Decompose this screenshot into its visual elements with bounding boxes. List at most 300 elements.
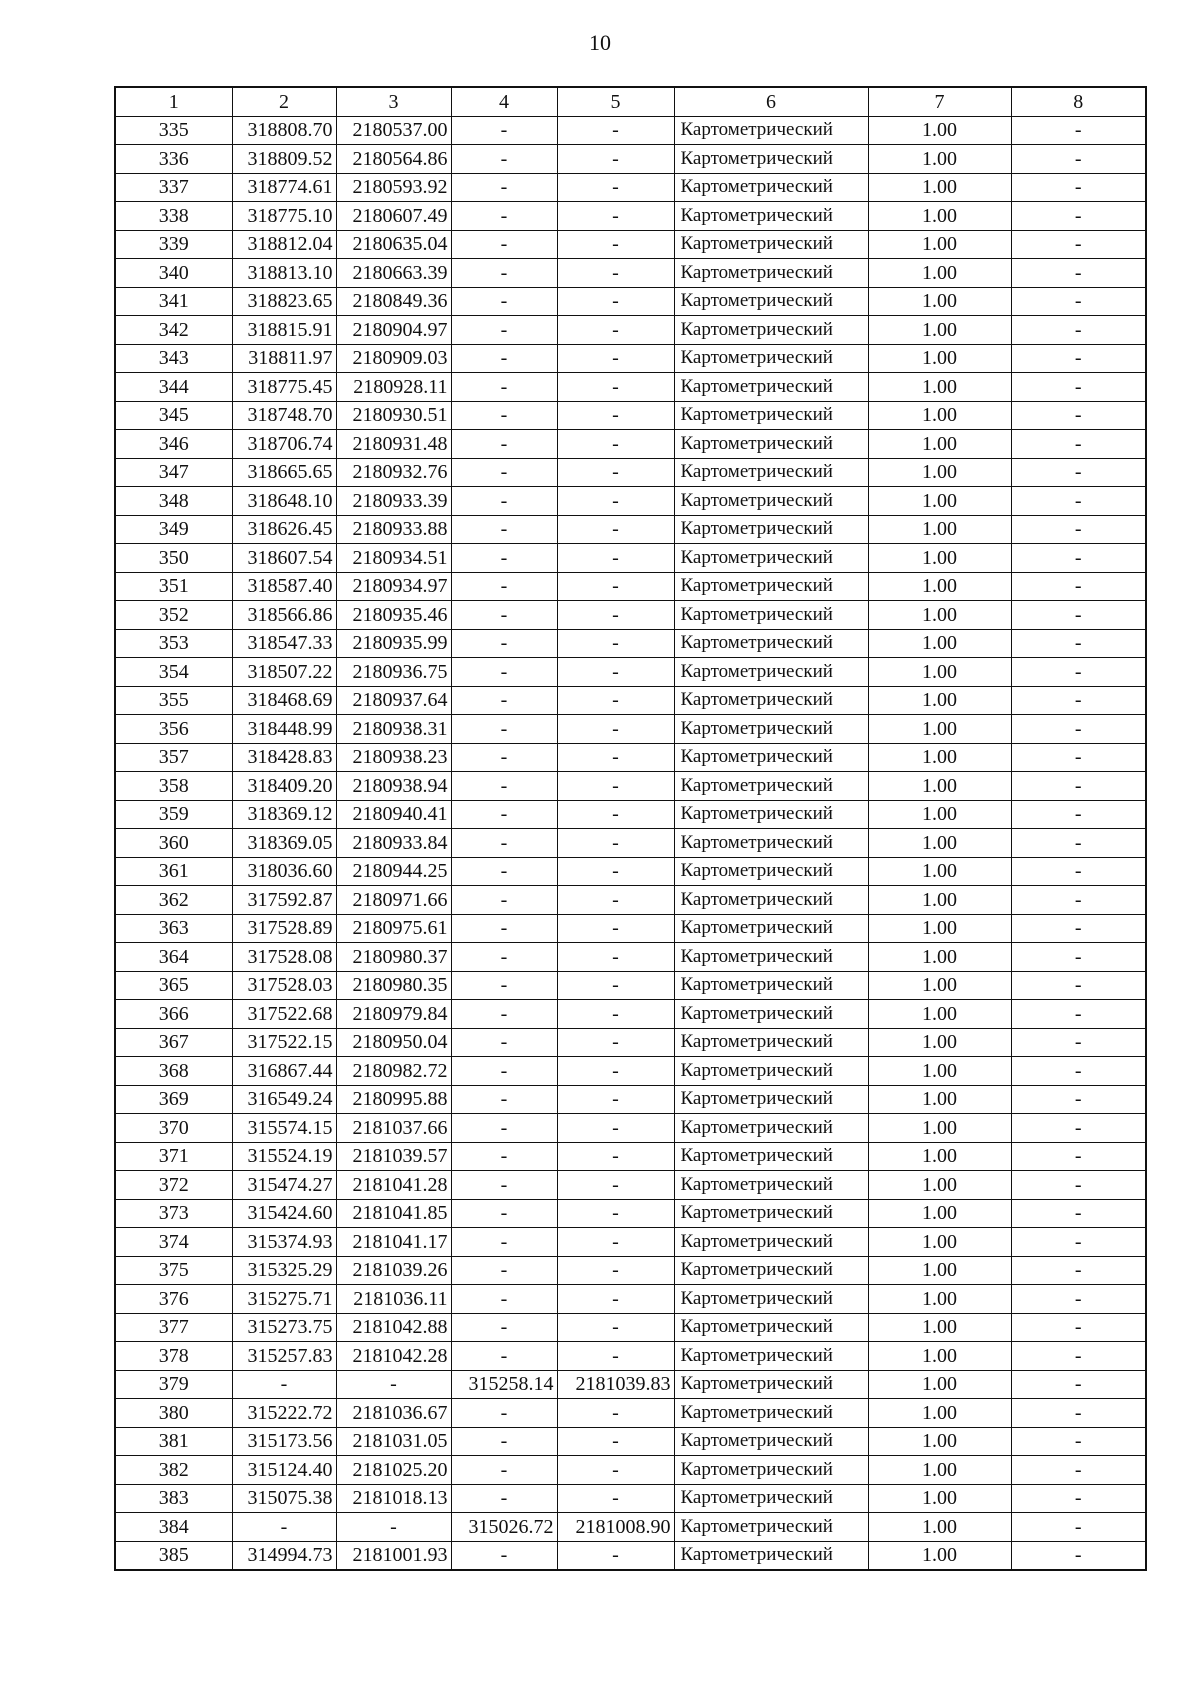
table-row xyxy=(115,601,1146,630)
table-row xyxy=(115,1399,1146,1428)
refined-x-cell: - xyxy=(451,458,557,487)
point-number-cell: 354 xyxy=(115,658,232,687)
existing-y-cell: 2181039.26 xyxy=(336,1256,451,1285)
refined-y-cell: - xyxy=(557,886,674,915)
method-cell: Картометрический xyxy=(674,943,868,972)
point-number-cell: 372 xyxy=(115,1171,232,1200)
point-number-cell: 373 xyxy=(115,1199,232,1228)
accuracy-cell: 1.00 xyxy=(868,857,1011,886)
existing-x-cell: 316549.24 xyxy=(232,1085,336,1114)
accuracy-cell: 1.00 xyxy=(868,1028,1011,1057)
accuracy-cell: 1.00 xyxy=(868,743,1011,772)
refined-y-cell: - xyxy=(557,145,674,174)
existing-y-cell: 2180849.36 xyxy=(336,287,451,316)
table-row xyxy=(115,857,1146,886)
point-number-cell: 335 xyxy=(115,116,232,145)
refined-x-cell: - xyxy=(451,772,557,801)
existing-y-cell: 2180932.76 xyxy=(336,458,451,487)
existing-y-cell: 2180537.00 xyxy=(336,116,451,145)
existing-x-cell: 317528.08 xyxy=(232,943,336,972)
refined-y-cell: - xyxy=(557,601,674,630)
description-cell: - xyxy=(1011,857,1146,886)
refined-y-cell: - xyxy=(557,458,674,487)
refined-x-cell: - xyxy=(451,1228,557,1257)
existing-x-cell: 315524.19 xyxy=(232,1142,336,1171)
column-header: 1 xyxy=(115,87,232,116)
table-row xyxy=(115,1427,1146,1456)
refined-x-cell: - xyxy=(451,1313,557,1342)
point-number-cell: 336 xyxy=(115,145,232,174)
point-number-cell: 344 xyxy=(115,373,232,402)
refined-y-cell: - xyxy=(557,430,674,459)
refined-y-cell: 2181008.90 xyxy=(557,1513,674,1542)
accuracy-cell: 1.00 xyxy=(868,401,1011,430)
method-cell: Картометрический xyxy=(674,971,868,1000)
table-row xyxy=(115,430,1146,459)
existing-y-cell: 2180938.94 xyxy=(336,772,451,801)
refined-x-cell: - xyxy=(451,287,557,316)
refined-x-cell: - xyxy=(451,1171,557,1200)
method-cell: Картометрический xyxy=(674,857,868,886)
accuracy-cell: 1.00 xyxy=(868,1199,1011,1228)
accuracy-cell: 1.00 xyxy=(868,1427,1011,1456)
accuracy-cell: 1.00 xyxy=(868,373,1011,402)
description-cell: - xyxy=(1011,1285,1146,1314)
description-cell: - xyxy=(1011,1057,1146,1086)
description-cell: - xyxy=(1011,1142,1146,1171)
column-header: 3 xyxy=(336,87,451,116)
method-cell: Картометрический xyxy=(674,1370,868,1399)
table-row xyxy=(115,259,1146,288)
table-row xyxy=(115,686,1146,715)
refined-x-cell: - xyxy=(451,230,557,259)
table-row xyxy=(115,1484,1146,1513)
method-cell: Картометрический xyxy=(674,230,868,259)
method-cell: Картометрический xyxy=(674,259,868,288)
method-cell: Картометрический xyxy=(674,658,868,687)
method-cell: Картометрический xyxy=(674,572,868,601)
existing-x-cell: 318812.04 xyxy=(232,230,336,259)
table-row xyxy=(115,658,1146,687)
description-cell: - xyxy=(1011,715,1146,744)
existing-x-cell: 317522.15 xyxy=(232,1028,336,1057)
method-cell: Картометрический xyxy=(674,1057,868,1086)
refined-x-cell: - xyxy=(451,601,557,630)
point-number-cell: 337 xyxy=(115,173,232,202)
point-number-cell: 350 xyxy=(115,544,232,573)
coordinates-table xyxy=(114,86,1147,1571)
accuracy-cell: 1.00 xyxy=(868,230,1011,259)
existing-x-cell: 315275.71 xyxy=(232,1285,336,1314)
existing-x-cell: 318409.20 xyxy=(232,772,336,801)
refined-y-cell: - xyxy=(557,1399,674,1428)
refined-x-cell: - xyxy=(451,1000,557,1029)
existing-y-cell: 2180975.61 xyxy=(336,914,451,943)
refined-x-cell: - xyxy=(451,1484,557,1513)
existing-x-cell: 318706.74 xyxy=(232,430,336,459)
accuracy-cell: 1.00 xyxy=(868,430,1011,459)
existing-x-cell: 318823.65 xyxy=(232,287,336,316)
accuracy-cell: 1.00 xyxy=(868,1370,1011,1399)
column-header: 5 xyxy=(557,87,674,116)
column-header: 8 xyxy=(1011,87,1146,116)
existing-x-cell: 318547.33 xyxy=(232,629,336,658)
accuracy-cell: 1.00 xyxy=(868,886,1011,915)
description-cell: - xyxy=(1011,116,1146,145)
description-cell: - xyxy=(1011,202,1146,231)
point-number-cell: 380 xyxy=(115,1399,232,1428)
accuracy-cell: 1.00 xyxy=(868,971,1011,1000)
accuracy-cell: 1.00 xyxy=(868,658,1011,687)
existing-x-cell: 315273.75 xyxy=(232,1313,336,1342)
refined-y-cell: - xyxy=(557,629,674,658)
method-cell: Картометрический xyxy=(674,743,868,772)
existing-x-cell: 318665.65 xyxy=(232,458,336,487)
refined-y-cell: - xyxy=(557,800,674,829)
point-number-cell: 347 xyxy=(115,458,232,487)
existing-x-cell: 314994.73 xyxy=(232,1541,336,1570)
table-row xyxy=(115,401,1146,430)
method-cell: Картометрический xyxy=(674,886,868,915)
point-number-cell: 353 xyxy=(115,629,232,658)
existing-x-cell: 315424.60 xyxy=(232,1199,336,1228)
accuracy-cell: 1.00 xyxy=(868,316,1011,345)
description-cell: - xyxy=(1011,1028,1146,1057)
refined-x-cell: - xyxy=(451,1427,557,1456)
existing-x-cell: - xyxy=(232,1513,336,1542)
table-row xyxy=(115,1342,1146,1371)
refined-y-cell: - xyxy=(557,1085,674,1114)
refined-x-cell: - xyxy=(451,1256,557,1285)
description-cell: - xyxy=(1011,601,1146,630)
refined-x-cell: - xyxy=(451,430,557,459)
point-number-cell: 341 xyxy=(115,287,232,316)
point-number-cell: 365 xyxy=(115,971,232,1000)
table-row xyxy=(115,971,1146,1000)
method-cell: Картометрический xyxy=(674,601,868,630)
description-cell: - xyxy=(1011,287,1146,316)
existing-x-cell: 315124.40 xyxy=(232,1456,336,1485)
refined-x-cell: - xyxy=(451,686,557,715)
refined-x-cell: - xyxy=(451,1057,557,1086)
description-cell: - xyxy=(1011,886,1146,915)
refined-y-cell: - xyxy=(557,772,674,801)
existing-x-cell: 318813.10 xyxy=(232,259,336,288)
existing-x-cell: 315222.72 xyxy=(232,1399,336,1428)
existing-y-cell: 2180930.51 xyxy=(336,401,451,430)
accuracy-cell: 1.00 xyxy=(868,1085,1011,1114)
point-number-cell: 338 xyxy=(115,202,232,231)
refined-y-cell: - xyxy=(557,1171,674,1200)
refined-x-cell: - xyxy=(451,1114,557,1143)
refined-x-cell: - xyxy=(451,116,557,145)
description-cell: - xyxy=(1011,515,1146,544)
refined-y-cell: - xyxy=(557,1456,674,1485)
refined-x-cell: - xyxy=(451,202,557,231)
refined-y-cell: - xyxy=(557,1427,674,1456)
refined-x-cell: - xyxy=(451,544,557,573)
table-row xyxy=(115,1541,1146,1570)
refined-x-cell: - xyxy=(451,943,557,972)
table-row xyxy=(115,772,1146,801)
existing-y-cell: 2180934.51 xyxy=(336,544,451,573)
point-number-cell: 384 xyxy=(115,1513,232,1542)
table-row xyxy=(115,116,1146,145)
method-cell: Картометрический xyxy=(674,1285,868,1314)
existing-y-cell: 2180944.25 xyxy=(336,857,451,886)
accuracy-cell: 1.00 xyxy=(868,1541,1011,1570)
description-cell: - xyxy=(1011,971,1146,1000)
accuracy-cell: 1.00 xyxy=(868,202,1011,231)
existing-y-cell: 2180935.46 xyxy=(336,601,451,630)
refined-x-cell: 315258.14 xyxy=(451,1370,557,1399)
refined-y-cell: - xyxy=(557,344,674,373)
method-cell: Картометрический xyxy=(674,1513,868,1542)
description-cell: - xyxy=(1011,544,1146,573)
accuracy-cell: 1.00 xyxy=(868,145,1011,174)
existing-y-cell: 2180938.23 xyxy=(336,743,451,772)
point-number-cell: 363 xyxy=(115,914,232,943)
accuracy-cell: 1.00 xyxy=(868,487,1011,516)
refined-y-cell: - xyxy=(557,686,674,715)
accuracy-cell: 1.00 xyxy=(868,686,1011,715)
existing-y-cell: 2180635.04 xyxy=(336,230,451,259)
table-row xyxy=(115,1370,1146,1399)
accuracy-cell: 1.00 xyxy=(868,1228,1011,1257)
description-cell: - xyxy=(1011,914,1146,943)
method-cell: Картометрический xyxy=(674,515,868,544)
table-row xyxy=(115,1142,1146,1171)
refined-y-cell: 2181039.83 xyxy=(557,1370,674,1399)
description-cell: - xyxy=(1011,1484,1146,1513)
description-cell: - xyxy=(1011,1313,1146,1342)
point-number-cell: 342 xyxy=(115,316,232,345)
point-number-cell: 383 xyxy=(115,1484,232,1513)
table-row xyxy=(115,629,1146,658)
description-cell: - xyxy=(1011,230,1146,259)
point-number-cell: 382 xyxy=(115,1456,232,1485)
description-cell: - xyxy=(1011,145,1146,174)
refined-x-cell: - xyxy=(451,373,557,402)
refined-y-cell: - xyxy=(557,829,674,858)
description-cell: - xyxy=(1011,743,1146,772)
refined-x-cell: - xyxy=(451,715,557,744)
existing-y-cell: 2180933.84 xyxy=(336,829,451,858)
refined-x-cell: - xyxy=(451,658,557,687)
table-row xyxy=(115,1171,1146,1200)
accuracy-cell: 1.00 xyxy=(868,1484,1011,1513)
description-cell: - xyxy=(1011,1085,1146,1114)
existing-y-cell: 2180971.66 xyxy=(336,886,451,915)
refined-x-cell: - xyxy=(451,1199,557,1228)
existing-y-cell: 2181041.17 xyxy=(336,1228,451,1257)
accuracy-cell: 1.00 xyxy=(868,800,1011,829)
existing-x-cell: 318808.70 xyxy=(232,116,336,145)
refined-x-cell: - xyxy=(451,173,557,202)
method-cell: Картометрический xyxy=(674,715,868,744)
table-row xyxy=(115,1228,1146,1257)
point-number-cell: 375 xyxy=(115,1256,232,1285)
existing-y-cell: 2180980.35 xyxy=(336,971,451,1000)
existing-x-cell: 318607.54 xyxy=(232,544,336,573)
refined-y-cell: - xyxy=(557,1228,674,1257)
refined-x-cell: - xyxy=(451,515,557,544)
description-cell: - xyxy=(1011,401,1146,430)
refined-y-cell: - xyxy=(557,1199,674,1228)
existing-x-cell: 318748.70 xyxy=(232,401,336,430)
table-row xyxy=(115,316,1146,345)
refined-x-cell: - xyxy=(451,401,557,430)
existing-x-cell: 318448.99 xyxy=(232,715,336,744)
description-cell: - xyxy=(1011,943,1146,972)
method-cell: Картометрический xyxy=(674,772,868,801)
refined-x-cell: - xyxy=(451,572,557,601)
existing-x-cell: 318648.10 xyxy=(232,487,336,516)
refined-y-cell: - xyxy=(557,572,674,601)
refined-y-cell: - xyxy=(557,971,674,1000)
existing-y-cell: 2180904.97 xyxy=(336,316,451,345)
refined-y-cell: - xyxy=(557,202,674,231)
table-row xyxy=(115,287,1146,316)
method-cell: Картометрический xyxy=(674,116,868,145)
existing-y-cell: - xyxy=(336,1513,451,1542)
point-number-cell: 374 xyxy=(115,1228,232,1257)
method-cell: Картометрический xyxy=(674,829,868,858)
method-cell: Картометрический xyxy=(674,544,868,573)
existing-x-cell: 315257.83 xyxy=(232,1342,336,1371)
point-number-cell: 370 xyxy=(115,1114,232,1143)
method-cell: Картометрический xyxy=(674,1342,868,1371)
refined-y-cell: - xyxy=(557,1114,674,1143)
accuracy-cell: 1.00 xyxy=(868,1114,1011,1143)
point-number-cell: 385 xyxy=(115,1541,232,1570)
accuracy-cell: 1.00 xyxy=(868,1399,1011,1428)
point-number-cell: 358 xyxy=(115,772,232,801)
refined-y-cell: - xyxy=(557,1256,674,1285)
refined-x-cell: - xyxy=(451,629,557,658)
existing-x-cell: 317528.89 xyxy=(232,914,336,943)
method-cell: Картометрический xyxy=(674,1085,868,1114)
point-number-cell: 367 xyxy=(115,1028,232,1057)
existing-y-cell: 2180936.75 xyxy=(336,658,451,687)
existing-y-cell: 2180933.88 xyxy=(336,515,451,544)
description-cell: - xyxy=(1011,173,1146,202)
existing-y-cell: 2180938.31 xyxy=(336,715,451,744)
method-cell: Картометрический xyxy=(674,1142,868,1171)
existing-x-cell: 315374.93 xyxy=(232,1228,336,1257)
accuracy-cell: 1.00 xyxy=(868,287,1011,316)
accuracy-cell: 1.00 xyxy=(868,1313,1011,1342)
method-cell: Картометрический xyxy=(674,1313,868,1342)
existing-y-cell: 2180933.39 xyxy=(336,487,451,516)
description-cell: - xyxy=(1011,629,1146,658)
existing-x-cell: 318369.05 xyxy=(232,829,336,858)
refined-y-cell: - xyxy=(557,1057,674,1086)
existing-y-cell: 2180928.11 xyxy=(336,373,451,402)
accuracy-cell: 1.00 xyxy=(868,344,1011,373)
refined-y-cell: - xyxy=(557,1313,674,1342)
refined-y-cell: - xyxy=(557,544,674,573)
refined-y-cell: - xyxy=(557,715,674,744)
existing-x-cell: 318036.60 xyxy=(232,857,336,886)
existing-y-cell: 2180950.04 xyxy=(336,1028,451,1057)
accuracy-cell: 1.00 xyxy=(868,1142,1011,1171)
existing-y-cell: 2180663.39 xyxy=(336,259,451,288)
table-row xyxy=(115,943,1146,972)
description-cell: - xyxy=(1011,1256,1146,1285)
existing-y-cell: 2180980.37 xyxy=(336,943,451,972)
existing-y-cell: 2181036.67 xyxy=(336,1399,451,1428)
existing-x-cell: 317528.03 xyxy=(232,971,336,1000)
point-number-cell: 369 xyxy=(115,1085,232,1114)
column-header: 4 xyxy=(451,87,557,116)
existing-x-cell: 318811.97 xyxy=(232,344,336,373)
accuracy-cell: 1.00 xyxy=(868,116,1011,145)
description-cell: - xyxy=(1011,1199,1146,1228)
point-number-cell: 345 xyxy=(115,401,232,430)
refined-x-cell: - xyxy=(451,344,557,373)
accuracy-cell: 1.00 xyxy=(868,1456,1011,1485)
existing-y-cell: 2180934.97 xyxy=(336,572,451,601)
description-cell: - xyxy=(1011,1370,1146,1399)
existing-x-cell: 315075.38 xyxy=(232,1484,336,1513)
method-cell: Картометрический xyxy=(674,686,868,715)
refined-x-cell: - xyxy=(451,971,557,1000)
description-cell: - xyxy=(1011,259,1146,288)
refined-y-cell: - xyxy=(557,316,674,345)
existing-x-cell: 318428.83 xyxy=(232,743,336,772)
table-row xyxy=(115,1199,1146,1228)
point-number-cell: 359 xyxy=(115,800,232,829)
accuracy-cell: 1.00 xyxy=(868,715,1011,744)
refined-y-cell: - xyxy=(557,1000,674,1029)
point-number-cell: 357 xyxy=(115,743,232,772)
existing-y-cell: 2181041.85 xyxy=(336,1199,451,1228)
method-cell: Картометрический xyxy=(674,430,868,459)
column-header: 2 xyxy=(232,87,336,116)
point-number-cell: 349 xyxy=(115,515,232,544)
table-row xyxy=(115,344,1146,373)
existing-y-cell: 2181041.28 xyxy=(336,1171,451,1200)
table-row xyxy=(115,173,1146,202)
refined-x-cell: - xyxy=(451,487,557,516)
refined-x-cell: - xyxy=(451,1028,557,1057)
existing-y-cell: 2181036.11 xyxy=(336,1285,451,1314)
refined-x-cell: - xyxy=(451,1342,557,1371)
accuracy-cell: 1.00 xyxy=(868,943,1011,972)
description-cell: - xyxy=(1011,1114,1146,1143)
existing-x-cell: - xyxy=(232,1370,336,1399)
point-number-cell: 343 xyxy=(115,344,232,373)
point-number-cell: 361 xyxy=(115,857,232,886)
method-cell: Картометрический xyxy=(674,1114,868,1143)
point-number-cell: 356 xyxy=(115,715,232,744)
description-cell: - xyxy=(1011,1513,1146,1542)
table-row xyxy=(115,1028,1146,1057)
point-number-cell: 368 xyxy=(115,1057,232,1086)
existing-x-cell: 317522.68 xyxy=(232,1000,336,1029)
method-cell: Картометрический xyxy=(674,458,868,487)
accuracy-cell: 1.00 xyxy=(868,1057,1011,1086)
refined-x-cell: - xyxy=(451,1456,557,1485)
refined-y-cell: - xyxy=(557,1285,674,1314)
existing-x-cell: 315574.15 xyxy=(232,1114,336,1143)
existing-y-cell: 2180982.72 xyxy=(336,1057,451,1086)
method-cell: Картометрический xyxy=(674,1256,868,1285)
existing-y-cell: 2180935.99 xyxy=(336,629,451,658)
point-number-cell: 371 xyxy=(115,1142,232,1171)
refined-y-cell: - xyxy=(557,259,674,288)
